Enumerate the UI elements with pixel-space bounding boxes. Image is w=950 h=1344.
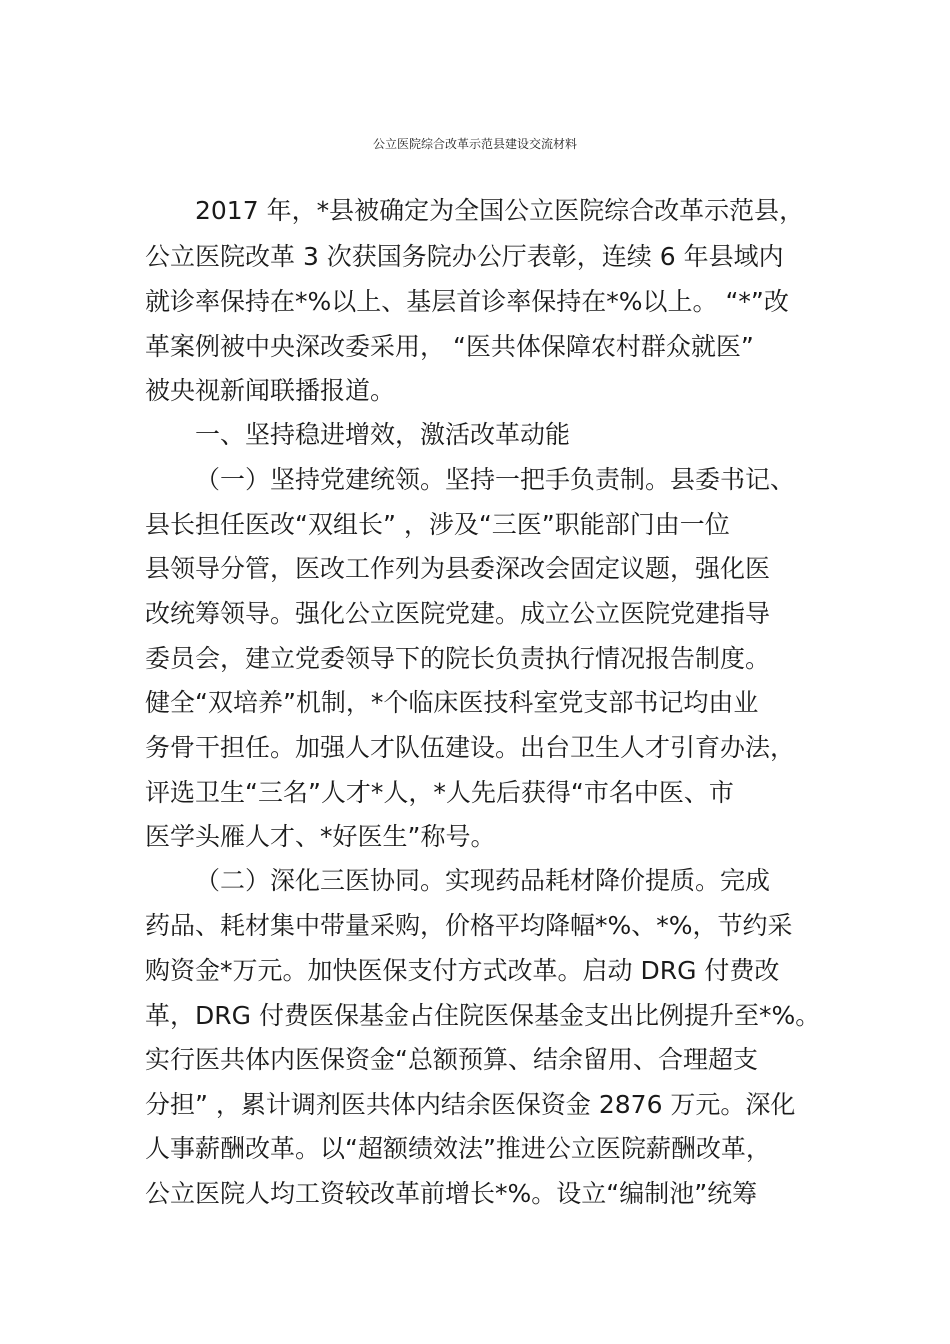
- paragraph-line: 人事薪酬改革。以“超额绩效法”推进公立医院薪酬改革，: [145, 1134, 771, 1163]
- paragraph-line: （一）坚持党建统领。坚持一把手负责制。县委书记、: [195, 465, 796, 494]
- paragraph-line: 药品、耗材集中带量采购，价格平均降幅*%、*%，节约采: [145, 911, 793, 940]
- paragraph-line: 2017 年，*县被确定为全国公立医院综合改革示范县，: [195, 196, 805, 225]
- paragraph-line: 革，DRG 付费医保基金占住院医保基金支出比例提升至*%。: [145, 1001, 821, 1030]
- paragraph-line: 实行医共体内医保资金“总额预算、结余留用、合理超支: [145, 1045, 758, 1074]
- paragraph-line: 评选卫生“三名”人才*人，*人先后获得“市名中医、市: [145, 778, 734, 807]
- paragraph-line: 分担” ，累计调剂医共体内结余医保资金 2876 万元。深化: [145, 1090, 796, 1119]
- paragraph-line: 革案例被中央深改委采用， “医共体保障农村群众就医”: [145, 332, 754, 361]
- paragraph-line: 公立医院改革 3 次获国务院办公厅表彰，连续 6 年县域内: [145, 242, 784, 271]
- document-title: 公立医院综合改革示范县建设交流材料: [372, 137, 577, 151]
- paragraph-line: 务骨干担任。加强人才队伍建设。出台卫生人才引育办法，: [145, 733, 796, 762]
- paragraph-line: 改统筹领导。强化公立医院党建。成立公立医院党建指导: [145, 599, 771, 628]
- paragraph-line: 健全“双培养”机制，*个临床医技科室党支部书记均由业: [145, 688, 759, 717]
- paragraph-line: 被央视新闻联播报道。: [145, 376, 396, 405]
- paragraph-line: 县长担任医改“双组长” ，涉及“三医”职能部门由一位: [145, 510, 730, 539]
- paragraph-line: 医学头雁人才、*好医生”称号。: [145, 822, 496, 851]
- paragraph-line: 购资金*万元。加快医保支付方式改革。启动 DRG 付费改: [145, 956, 780, 985]
- paragraph-line: 委员会，建立党委领导下的院长负责执行情况报告制度。: [145, 644, 771, 673]
- paragraph-line: （二）深化三医协同。实现药品耗材降价提质。完成: [195, 866, 771, 895]
- paragraph-line: 县领导分管，医改工作列为县委深改会固定议题，强化医: [145, 554, 771, 583]
- section-heading: 一、坚持稳进增效，激活改革动能: [195, 420, 571, 449]
- paragraph-line: 就诊率保持在*%以上、基层首诊率保持在*%以上。 “*”改: [145, 287, 789, 316]
- paragraph-line: 公立医院人均工资较改革前增长*%。设立“编制池”统筹: [145, 1179, 758, 1208]
